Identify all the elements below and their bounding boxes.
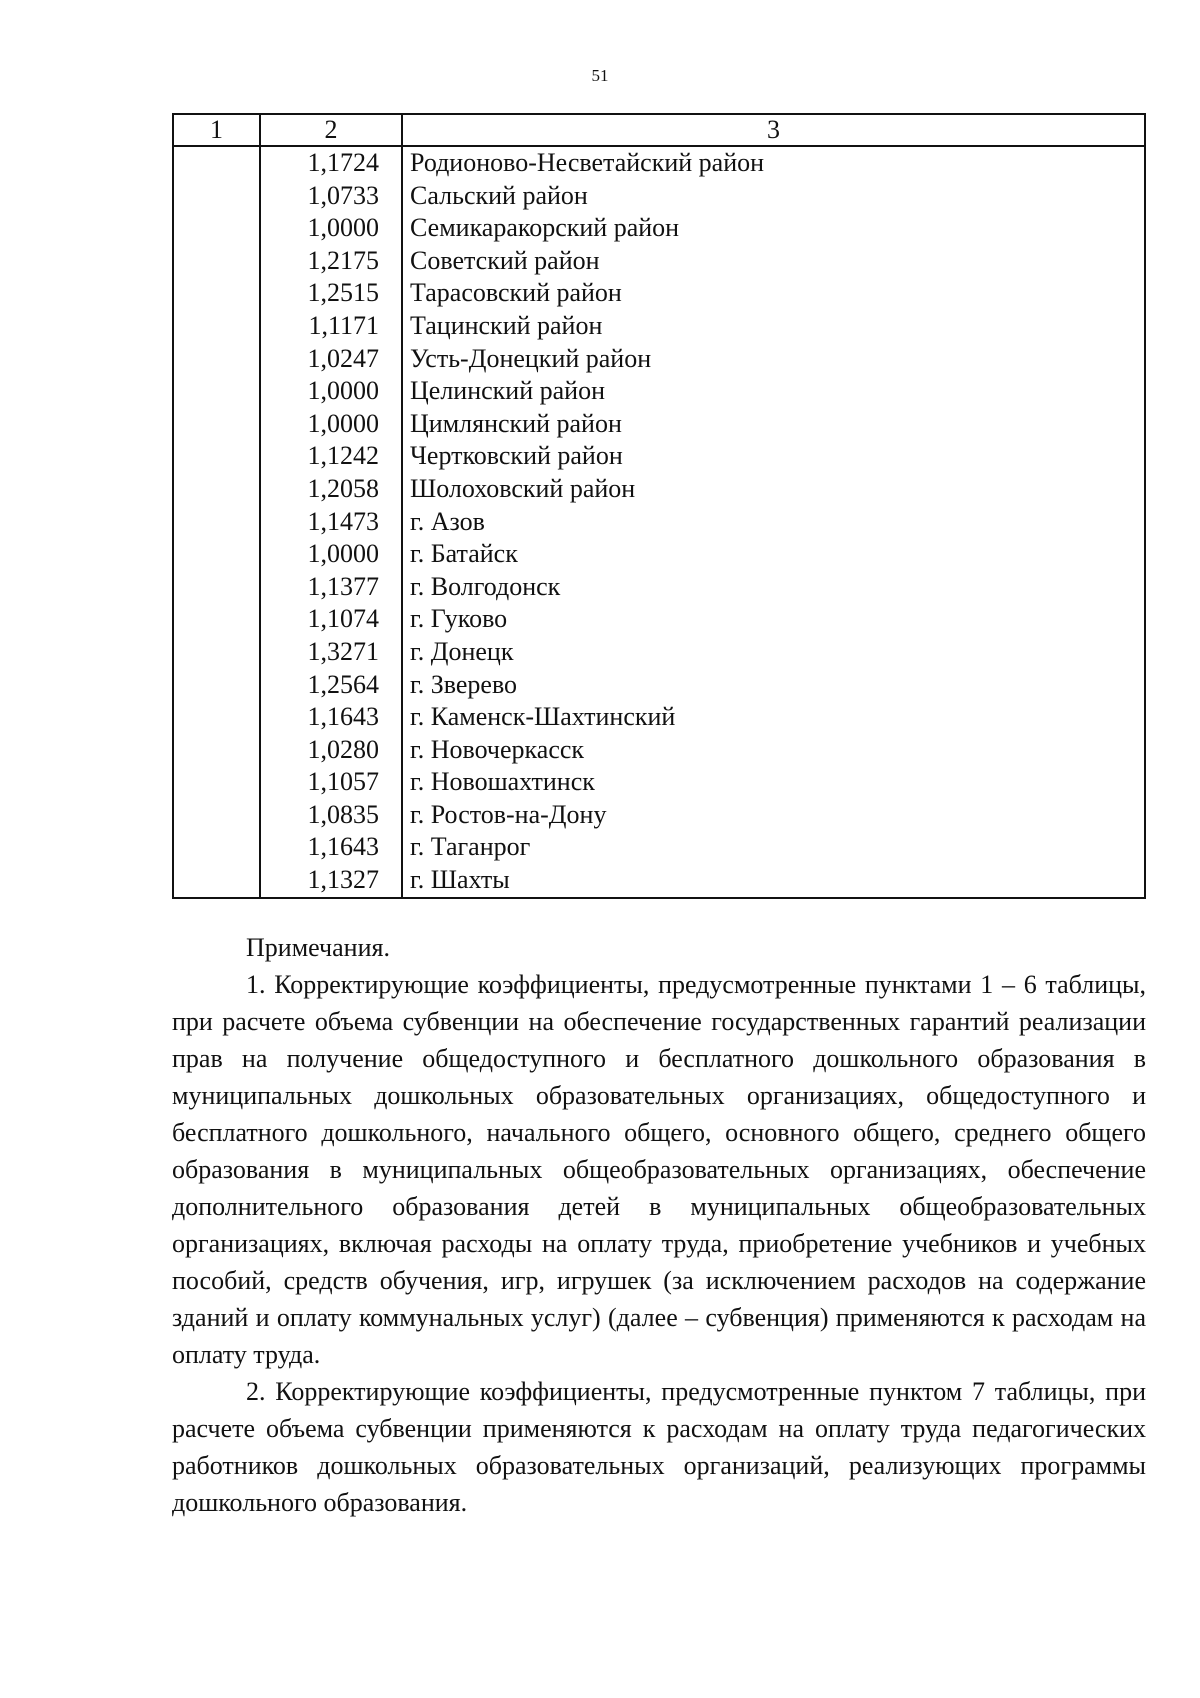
row-municipality-name: Семикаракорский район — [402, 212, 1145, 245]
row-col1-cell — [173, 310, 260, 343]
row-coefficient-value: 1,1473 — [260, 506, 402, 539]
coefficients-table — [172, 113, 1146, 899]
row-coefficient-value: 1,3271 — [260, 636, 402, 669]
row-municipality-name: г. Гуково — [402, 603, 1145, 636]
table-header-row — [173, 114, 1145, 146]
row-col1-cell — [173, 473, 260, 506]
table-row — [173, 343, 1145, 376]
row-col1-cell — [173, 506, 260, 539]
row-municipality-name: г. Таганрог — [402, 831, 1145, 864]
table-row — [173, 245, 1145, 278]
row-coefficient-value: 1,0000 — [260, 375, 402, 408]
row-col1-cell — [173, 799, 260, 832]
row-col1-cell — [173, 636, 260, 669]
note-item-1: 1. Корректирующие коэффициенты, предусмотренные пунктами 1 – 6 таблицы, при расчете объема субвенции на обеспечение государственных гарантий реализации прав на получение общедоступного и бесплатного дошкольного образования в муниципальных дошкольных образовательных организациях, общедоступного и бесплатного дошкольного, начального общего, основного общего, среднего общего образования в муниципальных общеобразовательных организациях, обеспечение дополнительного образования детей в муниципальных общеобразовательных организациях, включая расходы на оплату труда, приобретение учебников и учебных пособий, средств обучения, игр, игрушек (за исключением расходов на содержание зданий и оплату коммунальных услуг) (далее – субвенция) применяются к расходам на оплату труда. — [172, 970, 1146, 1369]
table-row — [173, 506, 1145, 539]
row-municipality-name: г. Батайск — [402, 538, 1145, 571]
row-municipality-name: Советский район — [402, 245, 1145, 278]
table-row — [173, 375, 1145, 408]
table-row — [173, 864, 1145, 898]
row-municipality-name: г. Новошахтинск — [402, 766, 1145, 799]
table-row — [173, 180, 1145, 213]
row-municipality-name: Целинский район — [402, 375, 1145, 408]
row-coefficient-value: 1,1074 — [260, 603, 402, 636]
row-coefficient-value: 1,0733 — [260, 180, 402, 213]
notes-title: Примечания. — [246, 933, 390, 962]
table-row — [173, 571, 1145, 604]
row-municipality-name: г. Донецк — [402, 636, 1145, 669]
row-municipality-name: Тарасовский район — [402, 277, 1145, 310]
row-coefficient-value: 1,1242 — [260, 440, 402, 473]
row-coefficient-value: 1,0000 — [260, 212, 402, 245]
row-coefficient-value: 1,1171 — [260, 310, 402, 343]
row-col1-cell — [173, 669, 260, 702]
row-col1-cell — [173, 603, 260, 636]
table-header-col-1: 1 — [173, 114, 260, 146]
row-municipality-name: г. Зверево — [402, 669, 1145, 702]
row-col1-cell — [173, 343, 260, 376]
table-row — [173, 734, 1145, 767]
row-municipality-name: Усть-Донецкий район — [402, 343, 1145, 376]
table-body — [173, 146, 1145, 898]
row-col1-cell — [173, 245, 260, 278]
row-col1-cell — [173, 212, 260, 245]
row-municipality-name: Чертковский район — [402, 440, 1145, 473]
table-row — [173, 212, 1145, 245]
row-col1-cell — [173, 440, 260, 473]
row-coefficient-value: 1,2058 — [260, 473, 402, 506]
row-coefficient-value: 1,1643 — [260, 831, 402, 864]
row-col1-cell — [173, 375, 260, 408]
row-municipality-name: г. Волгодонск — [402, 571, 1145, 604]
table-row — [173, 701, 1145, 734]
notes-section — [172, 929, 1146, 1521]
row-municipality-name: Тацинский район — [402, 310, 1145, 343]
row-coefficient-value: 1,2175 — [260, 245, 402, 278]
row-coefficient-value: 1,1327 — [260, 864, 402, 898]
table-row — [173, 310, 1145, 343]
row-municipality-name: Шолоховский район — [402, 473, 1145, 506]
row-coefficient-value: 1,1724 — [260, 146, 402, 180]
row-coefficient-value: 1,0000 — [260, 408, 402, 441]
row-coefficient-value: 1,2515 — [260, 277, 402, 310]
table-row — [173, 146, 1145, 180]
row-col1-cell — [173, 408, 260, 441]
table-row — [173, 636, 1145, 669]
row-col1-cell — [173, 180, 260, 213]
row-col1-cell — [173, 734, 260, 767]
row-col1-cell — [173, 538, 260, 571]
row-coefficient-value: 1,0247 — [260, 343, 402, 376]
row-municipality-name: Родионово-Несветайский район — [402, 146, 1145, 180]
row-col1-cell — [173, 571, 260, 604]
row-municipality-name: г. Азов — [402, 506, 1145, 539]
table-row — [173, 440, 1145, 473]
row-col1-cell — [173, 146, 260, 180]
row-col1-cell — [173, 831, 260, 864]
table-row — [173, 799, 1145, 832]
table-row — [173, 473, 1145, 506]
row-col1-cell — [173, 766, 260, 799]
row-col1-cell — [173, 864, 260, 898]
row-municipality-name: г. Шахты — [402, 864, 1145, 898]
row-municipality-name: Сальский район — [402, 180, 1145, 213]
row-municipality-name: г. Ростов-на-Дону — [402, 799, 1145, 832]
row-coefficient-value: 1,0835 — [260, 799, 402, 832]
row-municipality-name: г. Новочеркасск — [402, 734, 1145, 767]
row-coefficient-value: 1,2564 — [260, 669, 402, 702]
row-municipality-name: Цимлянский район — [402, 408, 1145, 441]
table-header-col-2: 2 — [260, 114, 402, 146]
row-coefficient-value: 1,1377 — [260, 571, 402, 604]
table-row — [173, 408, 1145, 441]
row-coefficient-value: 1,1057 — [260, 766, 402, 799]
page-number: 51 — [591, 66, 609, 85]
row-coefficient-value: 1,0000 — [260, 538, 402, 571]
row-coefficient-value: 1,1643 — [260, 701, 402, 734]
table-row — [173, 669, 1145, 702]
row-col1-cell — [173, 277, 260, 310]
table-row — [173, 603, 1145, 636]
table-row — [173, 766, 1145, 799]
table-row — [173, 831, 1145, 864]
table-row — [173, 538, 1145, 571]
table-row — [173, 277, 1145, 310]
note-item-2: 2. Корректирующие коэффициенты, предусмотренные пунктом 7 таблицы, при расчете объема субвенции применяются к расходам на оплату труда педагогических работников дошкольных образовательных организаций, реализующих программы дошкольного образования. — [172, 1377, 1146, 1517]
row-coefficient-value: 1,0280 — [260, 734, 402, 767]
row-municipality-name: г. Каменск-Шахтинский — [402, 701, 1145, 734]
row-col1-cell — [173, 701, 260, 734]
table-header-col-3: 3 — [402, 114, 1145, 146]
